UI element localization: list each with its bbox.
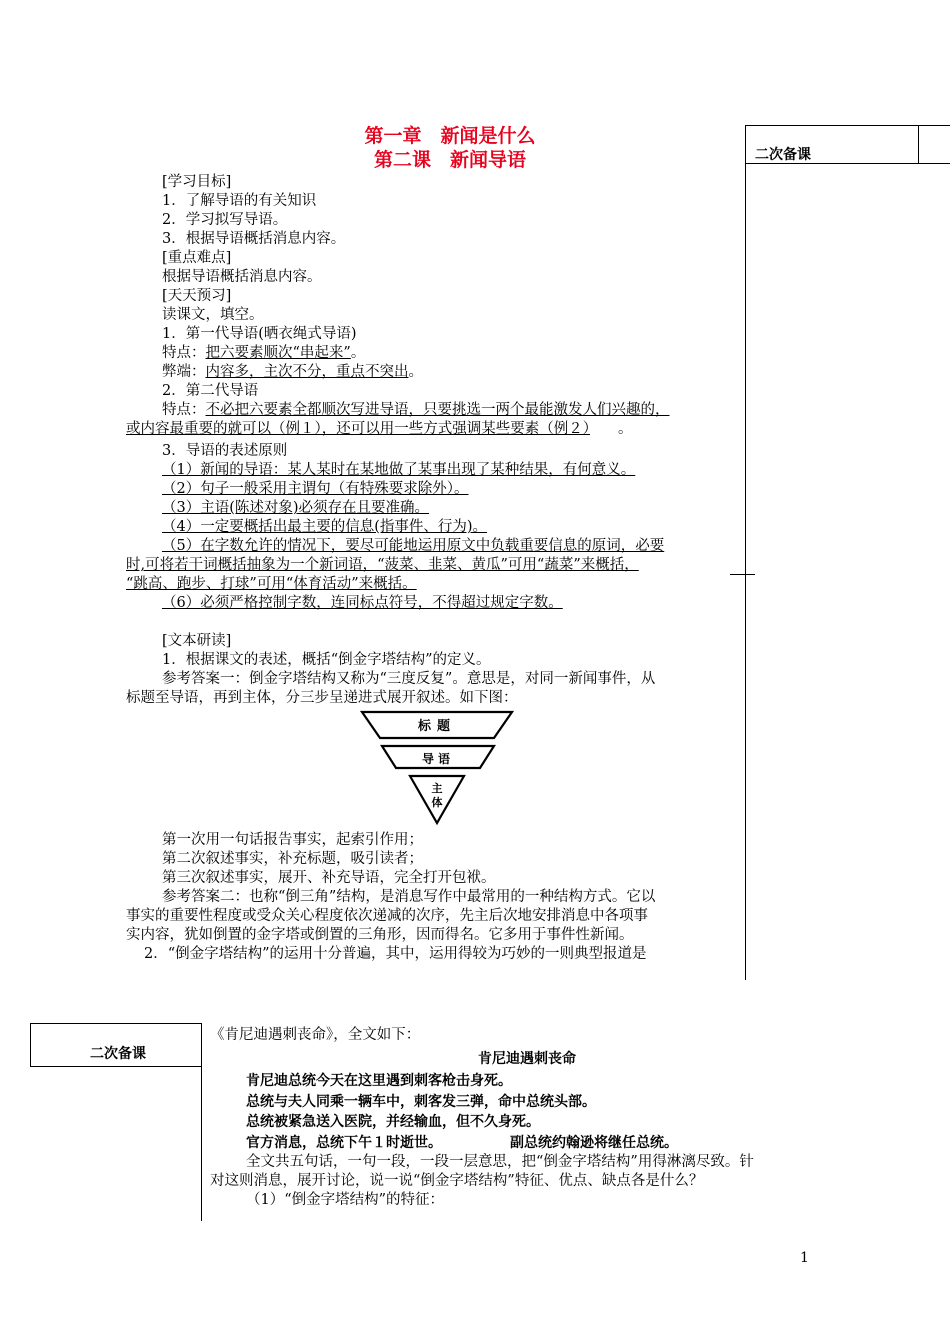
step-2: 第二次叙述事实，补充标题，吸引读者； xyxy=(162,851,423,867)
reading-q1: 1．根据课文的表述，概括“倒金字塔结构”的定义。 xyxy=(162,652,491,668)
principle-1: （1）新闻的导语：某人某时在某地做了某事出现了某种结果，有何意义。 xyxy=(162,462,636,478)
goal-3: 3．根据导语概括消息内容。 xyxy=(162,231,346,247)
answer2-a: 参考答案二：也称“倒三角”结构，是消息写作中最常用的一种结构方式。它以 xyxy=(162,889,656,905)
sidebar-label-bottom: 二次备课 xyxy=(90,1046,146,1062)
gen2-feature-answer-2: 或内容最重要的就可以（例１），还可以用一些方式强调某些要素（例２） xyxy=(126,421,590,437)
gen2-feature xyxy=(162,401,670,420)
gen1-flaw xyxy=(162,363,423,382)
discussion-a: 全文共五句话，一句一段，一段一层意思，把“倒金字塔结构”用得淋漓尽致。针 xyxy=(246,1154,754,1170)
gen1-feature-label: 特点： xyxy=(162,345,206,361)
principles-heading: 3．导语的表述原则 xyxy=(162,443,288,459)
diagram-label-body-1: 主 xyxy=(431,782,443,795)
answer2-b: 事实的重要性程度或受众关心程度依次递减的次序，先主后次地安排消息中各项事 xyxy=(126,908,648,924)
principle-4: （4）一定要概括出最主要的信息(指事件、行为)。 xyxy=(162,519,488,535)
goal-2: 2．学习拟写导语。 xyxy=(162,212,288,228)
gen2-feature-label: 特点： xyxy=(162,402,206,418)
gen2-feature-answer-1: 不必把六要素全都顺次写进导语，只要挑选一两个最能激发人们兴趣的， xyxy=(205,402,670,418)
gen1-heading: 1．第一代导语(晒衣绳式导语) xyxy=(162,326,357,342)
preview-intro: 读课文，填空。 xyxy=(162,307,264,323)
heading-goals: [学习目标] xyxy=(162,174,232,190)
gen1-flaw-label: 弊端： xyxy=(162,364,206,380)
principle-6: （6）必须严格控制字数，连同标点符号，不得超过规定字数。 xyxy=(162,595,563,611)
inverted-pyramid-diagram xyxy=(360,706,520,831)
step-1: 第一次用一句话报告事实，起索引作用； xyxy=(162,832,423,848)
sidebar-label-top: 二次备课 xyxy=(755,147,811,163)
kennedy-intro: 《肯尼迪遇刺丧命》，全文如下： xyxy=(210,1027,421,1043)
diagram-label-title: 标题 xyxy=(417,719,457,734)
kennedy-sentence-2: 总统与夫人同乘一辆车中，刺客发三弹，命中总统头部。 xyxy=(246,1094,596,1110)
key-text: 根据导语概括消息内容。 xyxy=(162,269,322,285)
lesson-title: 第二课 新闻导语 xyxy=(373,149,526,171)
gen2-feature-end: 。 xyxy=(618,421,633,437)
principle-2: （2）句子一般采用主谓句（有特殊要求除外）。 xyxy=(162,481,469,497)
kennedy-sentence-3: 总统被紧急送入医院，并经输血，但不久身死。 xyxy=(246,1114,540,1130)
goal-1: 1．了解导语的有关知识 xyxy=(162,193,317,209)
answer1-a: 参考答案一：倒金字塔结构又称为“三度反复”。意思是，对同一新闻事件，从 xyxy=(162,671,656,687)
reading-q2: 2．“倒金字塔结构”的运用十分普遍，其中，运用得较为巧妙的一则典型报道是 xyxy=(144,946,647,962)
discussion-q1: （1）“倒金字塔结构”的特征： xyxy=(246,1192,445,1208)
kennedy-title: 肯尼迪遇刺丧命 xyxy=(478,1051,576,1067)
gen1-feature-answer: 把六要素顺次“串起来” xyxy=(205,345,351,361)
principle-5c: “跳高、跑步、打球”可用“体育活动”来概括。 xyxy=(126,576,417,592)
diagram-label-lead: 导语 xyxy=(421,752,455,766)
step-3: 第三次叙述事实，展开、补充导语，完全打开包袱。 xyxy=(162,870,496,886)
gen2-heading: 2．第二代导语 xyxy=(162,383,259,399)
chapter-title: 第一章 新闻是什么 xyxy=(364,125,536,147)
gen2-feature-cont xyxy=(126,420,633,439)
principle-5b-extension xyxy=(730,574,755,575)
kennedy-sentence-5: 副总统约翰逊将继任总统。 xyxy=(510,1135,678,1151)
heading-key: [重点难点] xyxy=(162,250,232,266)
diagram-label-body-2: 体 xyxy=(431,796,443,809)
heading-preview: [天天预习] xyxy=(162,288,232,304)
heading-reading: [文本研读] xyxy=(162,633,232,649)
sidebar-left-border xyxy=(745,125,746,980)
gen1-feature-end: 。 xyxy=(350,345,366,361)
principle-5a: （5）在字数允许的情况下，要尽可能地运用原文中负载重要信息的原词，必要 xyxy=(162,538,665,554)
gen1-flaw-end: 。 xyxy=(408,364,423,380)
discussion-b: 对这则消息，展开讨论，说一说“倒金字塔结构”特征、优点、缺点各是什么？ xyxy=(210,1173,704,1189)
sidebar-right-border xyxy=(918,125,919,163)
page-number: 1 xyxy=(800,1250,809,1266)
kennedy-sentence-1: 肯尼迪总统今天在这里遇到刺客枪击身死。 xyxy=(246,1073,512,1089)
principle-3: （3）主语(陈述对象)必须存在且要准确。 xyxy=(162,500,430,516)
answer1-b: 标题至导语，再到主体，分三步呈递进式展开叙述。如下图： xyxy=(126,690,518,706)
principle-5b: 时,可将若干词概括抽象为一个新词语，“菠菜、韭菜、黄瓜”可用“蔬菜”来概括， xyxy=(126,557,639,573)
kennedy-sentence-4: 官方消息，总统下午１时逝世。 xyxy=(246,1135,442,1151)
sidebar-top-border xyxy=(745,125,950,126)
gen1-feature xyxy=(162,344,365,363)
answer2-c: 实内容，犹如倒置的金字塔或倒置的三角形，因而得名。它多用于事件性新闻。 xyxy=(126,927,634,943)
sidebar-bottom-right-border xyxy=(201,1023,202,1221)
gen1-flaw-answer: 内容多，主次不分，重点不突出 xyxy=(205,364,409,380)
